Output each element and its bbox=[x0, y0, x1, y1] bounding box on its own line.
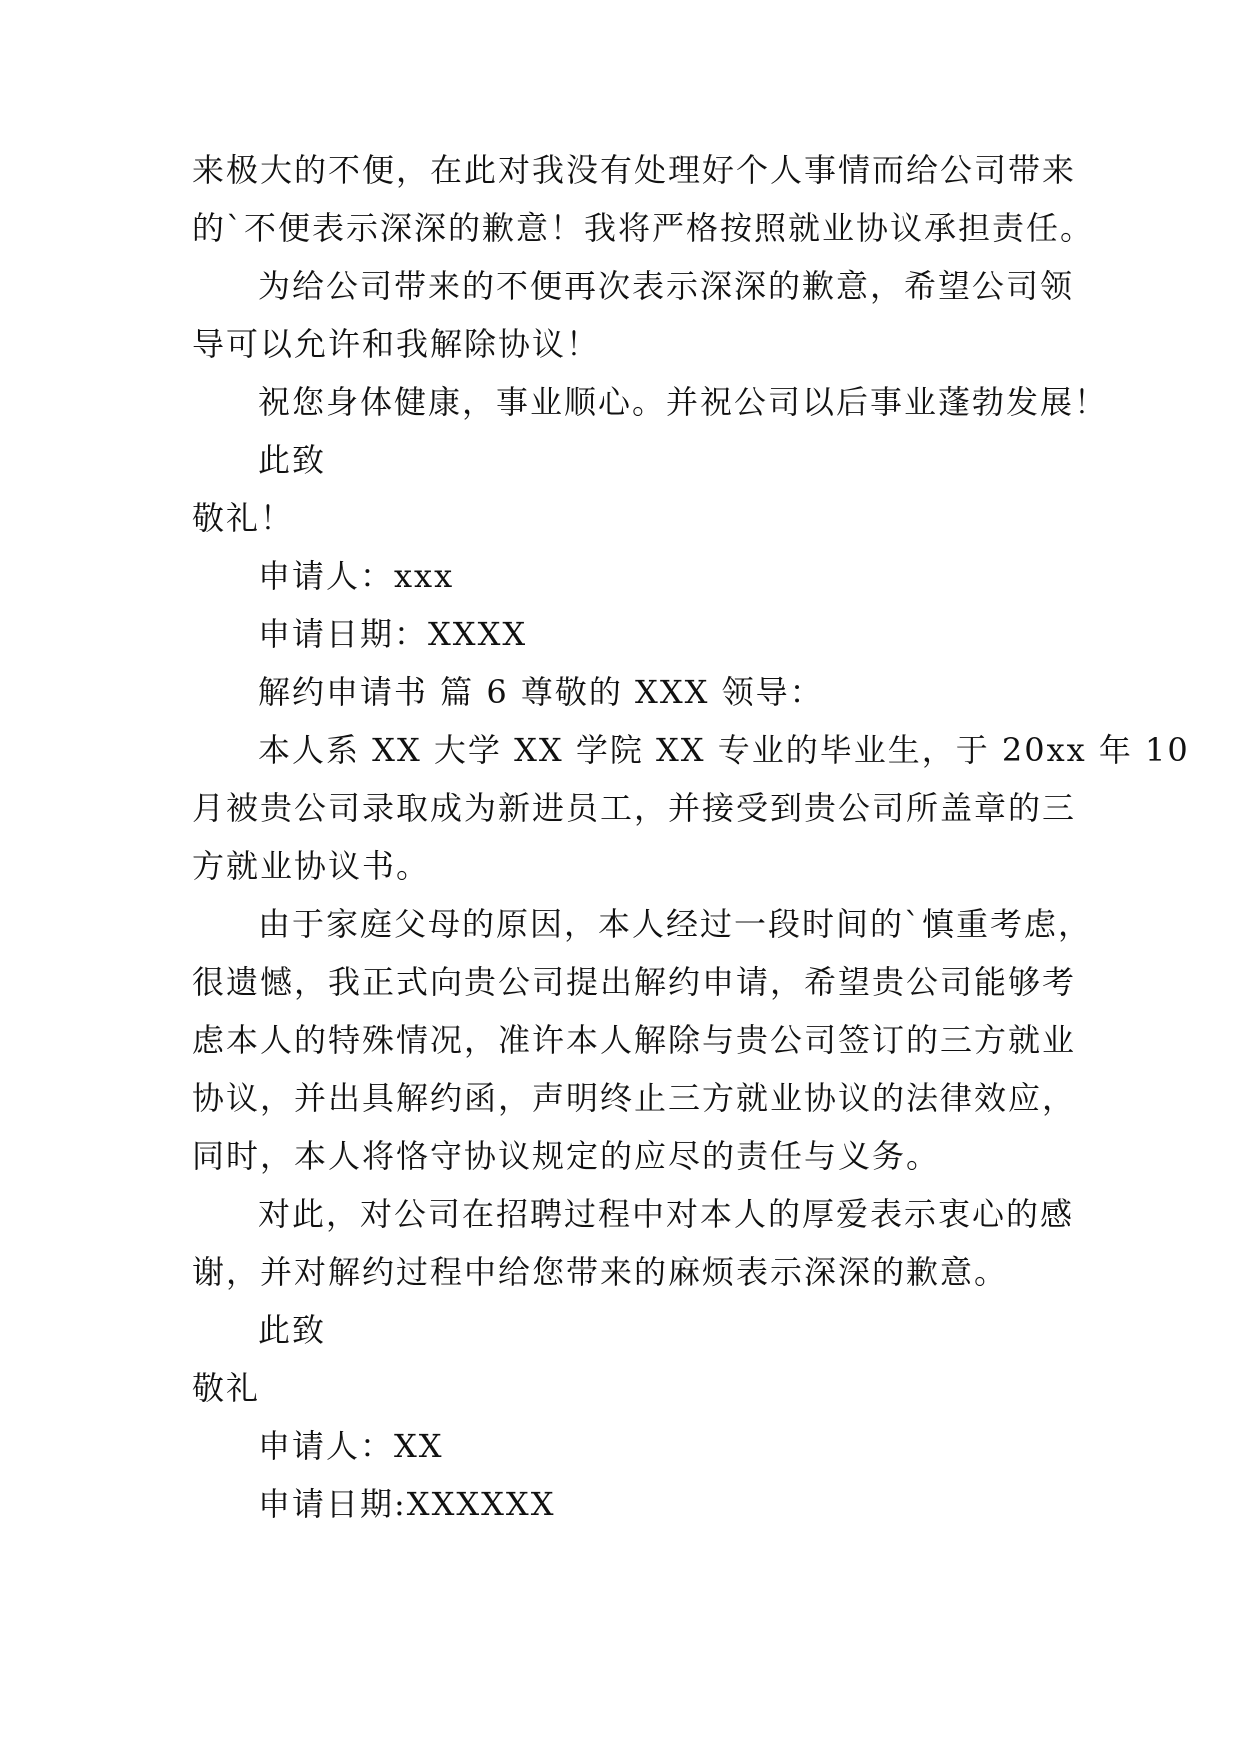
text-line: 此致 bbox=[258, 1311, 327, 1349]
text-line: 方就业协议书。 bbox=[192, 847, 431, 885]
text-line: 此致 bbox=[258, 441, 327, 479]
text-line: 虑本人的特殊情况，准许本人解除与贵公司签订的三方就业 bbox=[192, 1021, 1077, 1059]
text-line: 申请人：xxx bbox=[258, 557, 455, 595]
text-line: 申请日期：XXXX bbox=[258, 615, 528, 653]
text-line: 很遗憾，我正式向贵公司提出解约申请，希望贵公司能够考 bbox=[192, 963, 1077, 1001]
text-line: 为给公司带来的不便再次表示深深的歉意，希望公司领 bbox=[258, 267, 1075, 305]
text-line: 由于家庭父母的原因，本人经过一段时间的`慎重考虑， bbox=[258, 905, 1093, 943]
text-line: 本人系 XX 大学 XX 学院 XX 专业的毕业生，于 20xx 年 10 bbox=[258, 731, 1190, 769]
text-line: 来极大的不便，在此对我没有处理好个人事情而给公司带来 bbox=[192, 151, 1077, 189]
text-line: 谢，并对解约过程中给您带来的麻烦表示深深的歉意。 bbox=[192, 1253, 1009, 1291]
text-line: 申请人：XX bbox=[258, 1427, 444, 1465]
text-line: 的`不便表示深深的歉意！我将严格按照就业协议承担责任。 bbox=[192, 209, 1095, 247]
text-line: 月被贵公司录取成为新进员工，并接受到贵公司所盖章的三 bbox=[192, 789, 1077, 827]
text-line: 敬礼 bbox=[192, 1369, 261, 1407]
text-line: 对此，对公司在招聘过程中对本人的厚爱表示衷心的感 bbox=[258, 1195, 1075, 1233]
text-line: 导可以允许和我解除协议！ bbox=[192, 325, 601, 363]
text-line: 协议，并出具解约函，声明终止三方就业协议的法律效应， bbox=[192, 1079, 1077, 1117]
text-line: 祝您身体健康，事业顺心。并祝公司以后事业蓬勃发展！ bbox=[258, 383, 1109, 421]
text-line: 申请日期:XXXXXX bbox=[258, 1485, 556, 1523]
text-line: 敬礼！ bbox=[192, 499, 295, 537]
text-line: 解约申请书 篇 6 尊敬的 XXX 领导： bbox=[258, 673, 824, 711]
text-line: 同时，本人将恪守协议规定的应尽的责任与义务。 bbox=[192, 1137, 941, 1175]
